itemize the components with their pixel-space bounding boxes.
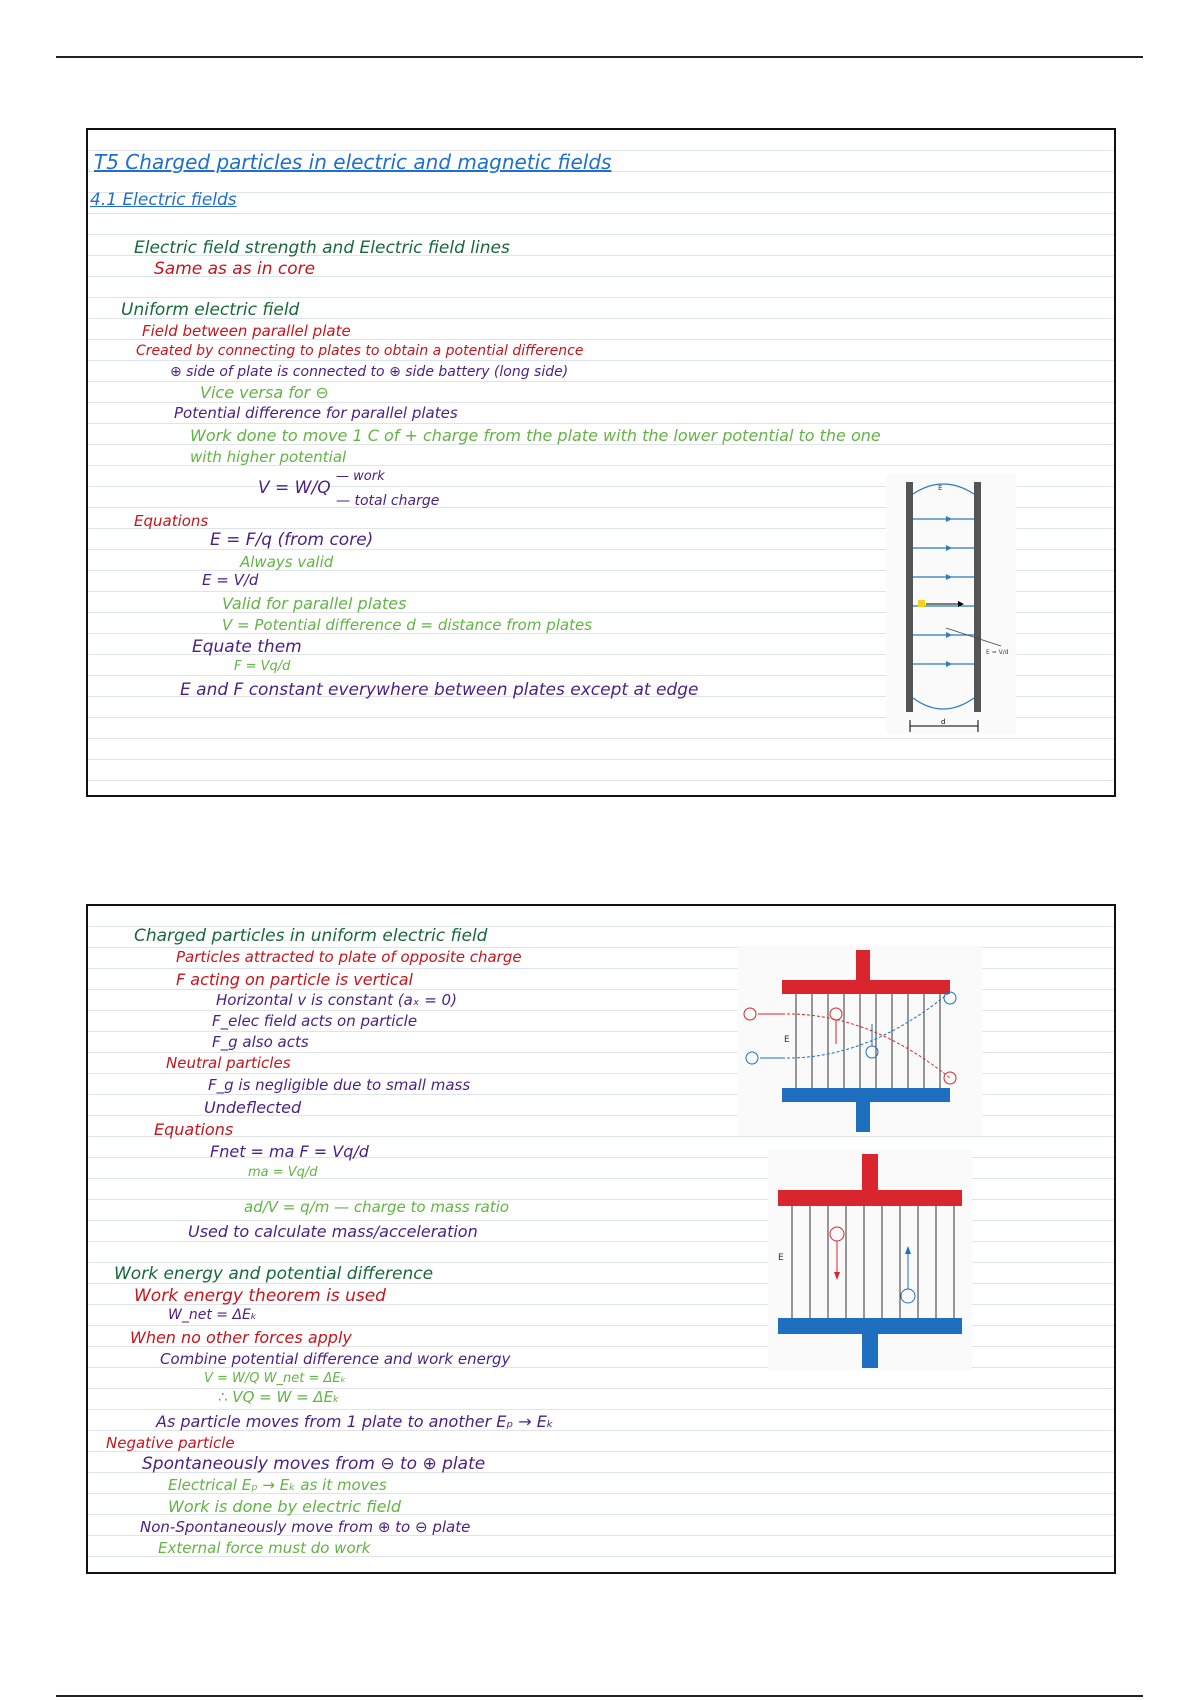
section-heading: 4.1 Electric fields xyxy=(90,190,237,210)
note-line: F acting on particle is vertical xyxy=(176,970,413,989)
formula: ma = Vq/d xyxy=(248,1165,318,1180)
formula: F = Vq/d xyxy=(234,659,291,674)
note-line: Same as as in core xyxy=(154,259,316,279)
note-line: F_g also acts xyxy=(212,1033,309,1051)
note-line: F_elec field acts on particle xyxy=(212,1012,418,1030)
note-line: Electrical Eₚ → Eₖ as it moves xyxy=(168,1476,387,1494)
formula: ∴ VQ = W = ΔEₖ xyxy=(218,1388,340,1406)
formula: ad/V = q/m — charge to mass ratio xyxy=(244,1198,510,1216)
positive-terminal xyxy=(862,1154,878,1194)
bottom-rule xyxy=(56,1695,1143,1697)
positive-terminal xyxy=(856,950,870,984)
formula: Fnet = ma F = Vq/d xyxy=(210,1142,369,1161)
formula: V = W/Q xyxy=(258,478,331,498)
note-line: F_g is negligible due to small mass xyxy=(208,1076,471,1094)
note-line: Equations xyxy=(134,512,209,530)
note-line: Particles attracted to plate of opposite charge xyxy=(176,948,522,966)
section-heading: Charged particles in uniform electric field xyxy=(134,926,488,946)
note-line: Field between parallel plate xyxy=(142,322,351,340)
note-line: Work done to move 1 C of + charge from the plate with the lower potential to the one xyxy=(190,426,881,445)
note-line: ⊕ side of plate is connected to ⊕ side battery (long side) xyxy=(170,364,569,380)
note-line: Uniform electric field xyxy=(121,300,300,320)
formula: W_net = ΔEₖ xyxy=(168,1307,257,1323)
field-label: E xyxy=(938,484,943,492)
field-label: E xyxy=(778,1253,784,1263)
left-plate xyxy=(906,482,913,712)
notes-panel-1 xyxy=(86,128,1116,797)
deflection-diagram xyxy=(738,946,982,1136)
formula: E = V/d xyxy=(202,571,259,589)
note-line: When no other forces apply xyxy=(130,1328,352,1347)
note-line: Valid for parallel plates xyxy=(222,594,407,613)
top-rule xyxy=(56,56,1143,58)
note-line: Combine potential difference and work energy xyxy=(160,1350,511,1368)
note-line: Equate them xyxy=(192,637,302,657)
formula-annotation: — total charge xyxy=(336,493,440,509)
note-line: Created by connecting to plates to obtain a potential difference xyxy=(136,343,584,359)
notes-panel-2 xyxy=(86,904,1116,1574)
right-plate xyxy=(974,482,981,712)
note-line: Negative particle xyxy=(106,1434,235,1452)
note-line: Always valid xyxy=(240,553,334,571)
note-line: As particle moves from 1 plate to another Eₚ → Eₖ xyxy=(156,1412,554,1431)
top-plate xyxy=(782,980,950,994)
note-line: Work energy theorem is used xyxy=(134,1286,386,1306)
side-label: E = V/d xyxy=(986,649,1009,656)
formula-annotation: — work xyxy=(336,469,385,484)
note-line: Equations xyxy=(154,1120,234,1139)
field-label: E xyxy=(784,1035,790,1045)
note-line: Undeflected xyxy=(204,1098,302,1117)
formula: E = F/q (from core) xyxy=(210,530,374,550)
negative-terminal xyxy=(856,1098,870,1132)
plate-force-diagram xyxy=(768,1150,972,1370)
page-title: T5 Charged particles in electric and magnetic fields xyxy=(94,150,612,174)
section-heading: Work energy and potential difference xyxy=(114,1264,434,1284)
test-charge-icon xyxy=(918,600,925,607)
note-line: Vice versa for ⊖ xyxy=(200,383,329,402)
note-line: Electric field strength and Electric field lines xyxy=(134,238,510,258)
note-line: Non-Spontaneously move from ⊕ to ⊖ plate xyxy=(140,1518,471,1536)
note-line: Used to calculate mass/acceleration xyxy=(188,1222,478,1241)
formula: V = W/Q W_net = ΔEₖ xyxy=(204,1371,347,1386)
note-line: V = Potential difference d = distance from plates xyxy=(222,616,593,634)
note-line: Horizontal v is constant (aₓ = 0) xyxy=(216,991,457,1009)
note-line: Neutral particles xyxy=(166,1054,291,1072)
top-plate xyxy=(778,1190,962,1206)
distance-label: d xyxy=(941,718,946,726)
note-line: Work is done by electric field xyxy=(168,1497,402,1516)
note-line: E and F constant everywhere between plates except at edge xyxy=(180,680,699,700)
note-line: Potential difference for parallel plates xyxy=(174,404,458,422)
negative-terminal xyxy=(862,1330,878,1368)
parallel-plates-diagram xyxy=(886,474,1016,734)
note-line: External force must do work xyxy=(158,1539,371,1557)
note-line: Spontaneously moves from ⊖ to ⊕ plate xyxy=(142,1454,486,1474)
note-line: with higher potential xyxy=(190,448,347,466)
